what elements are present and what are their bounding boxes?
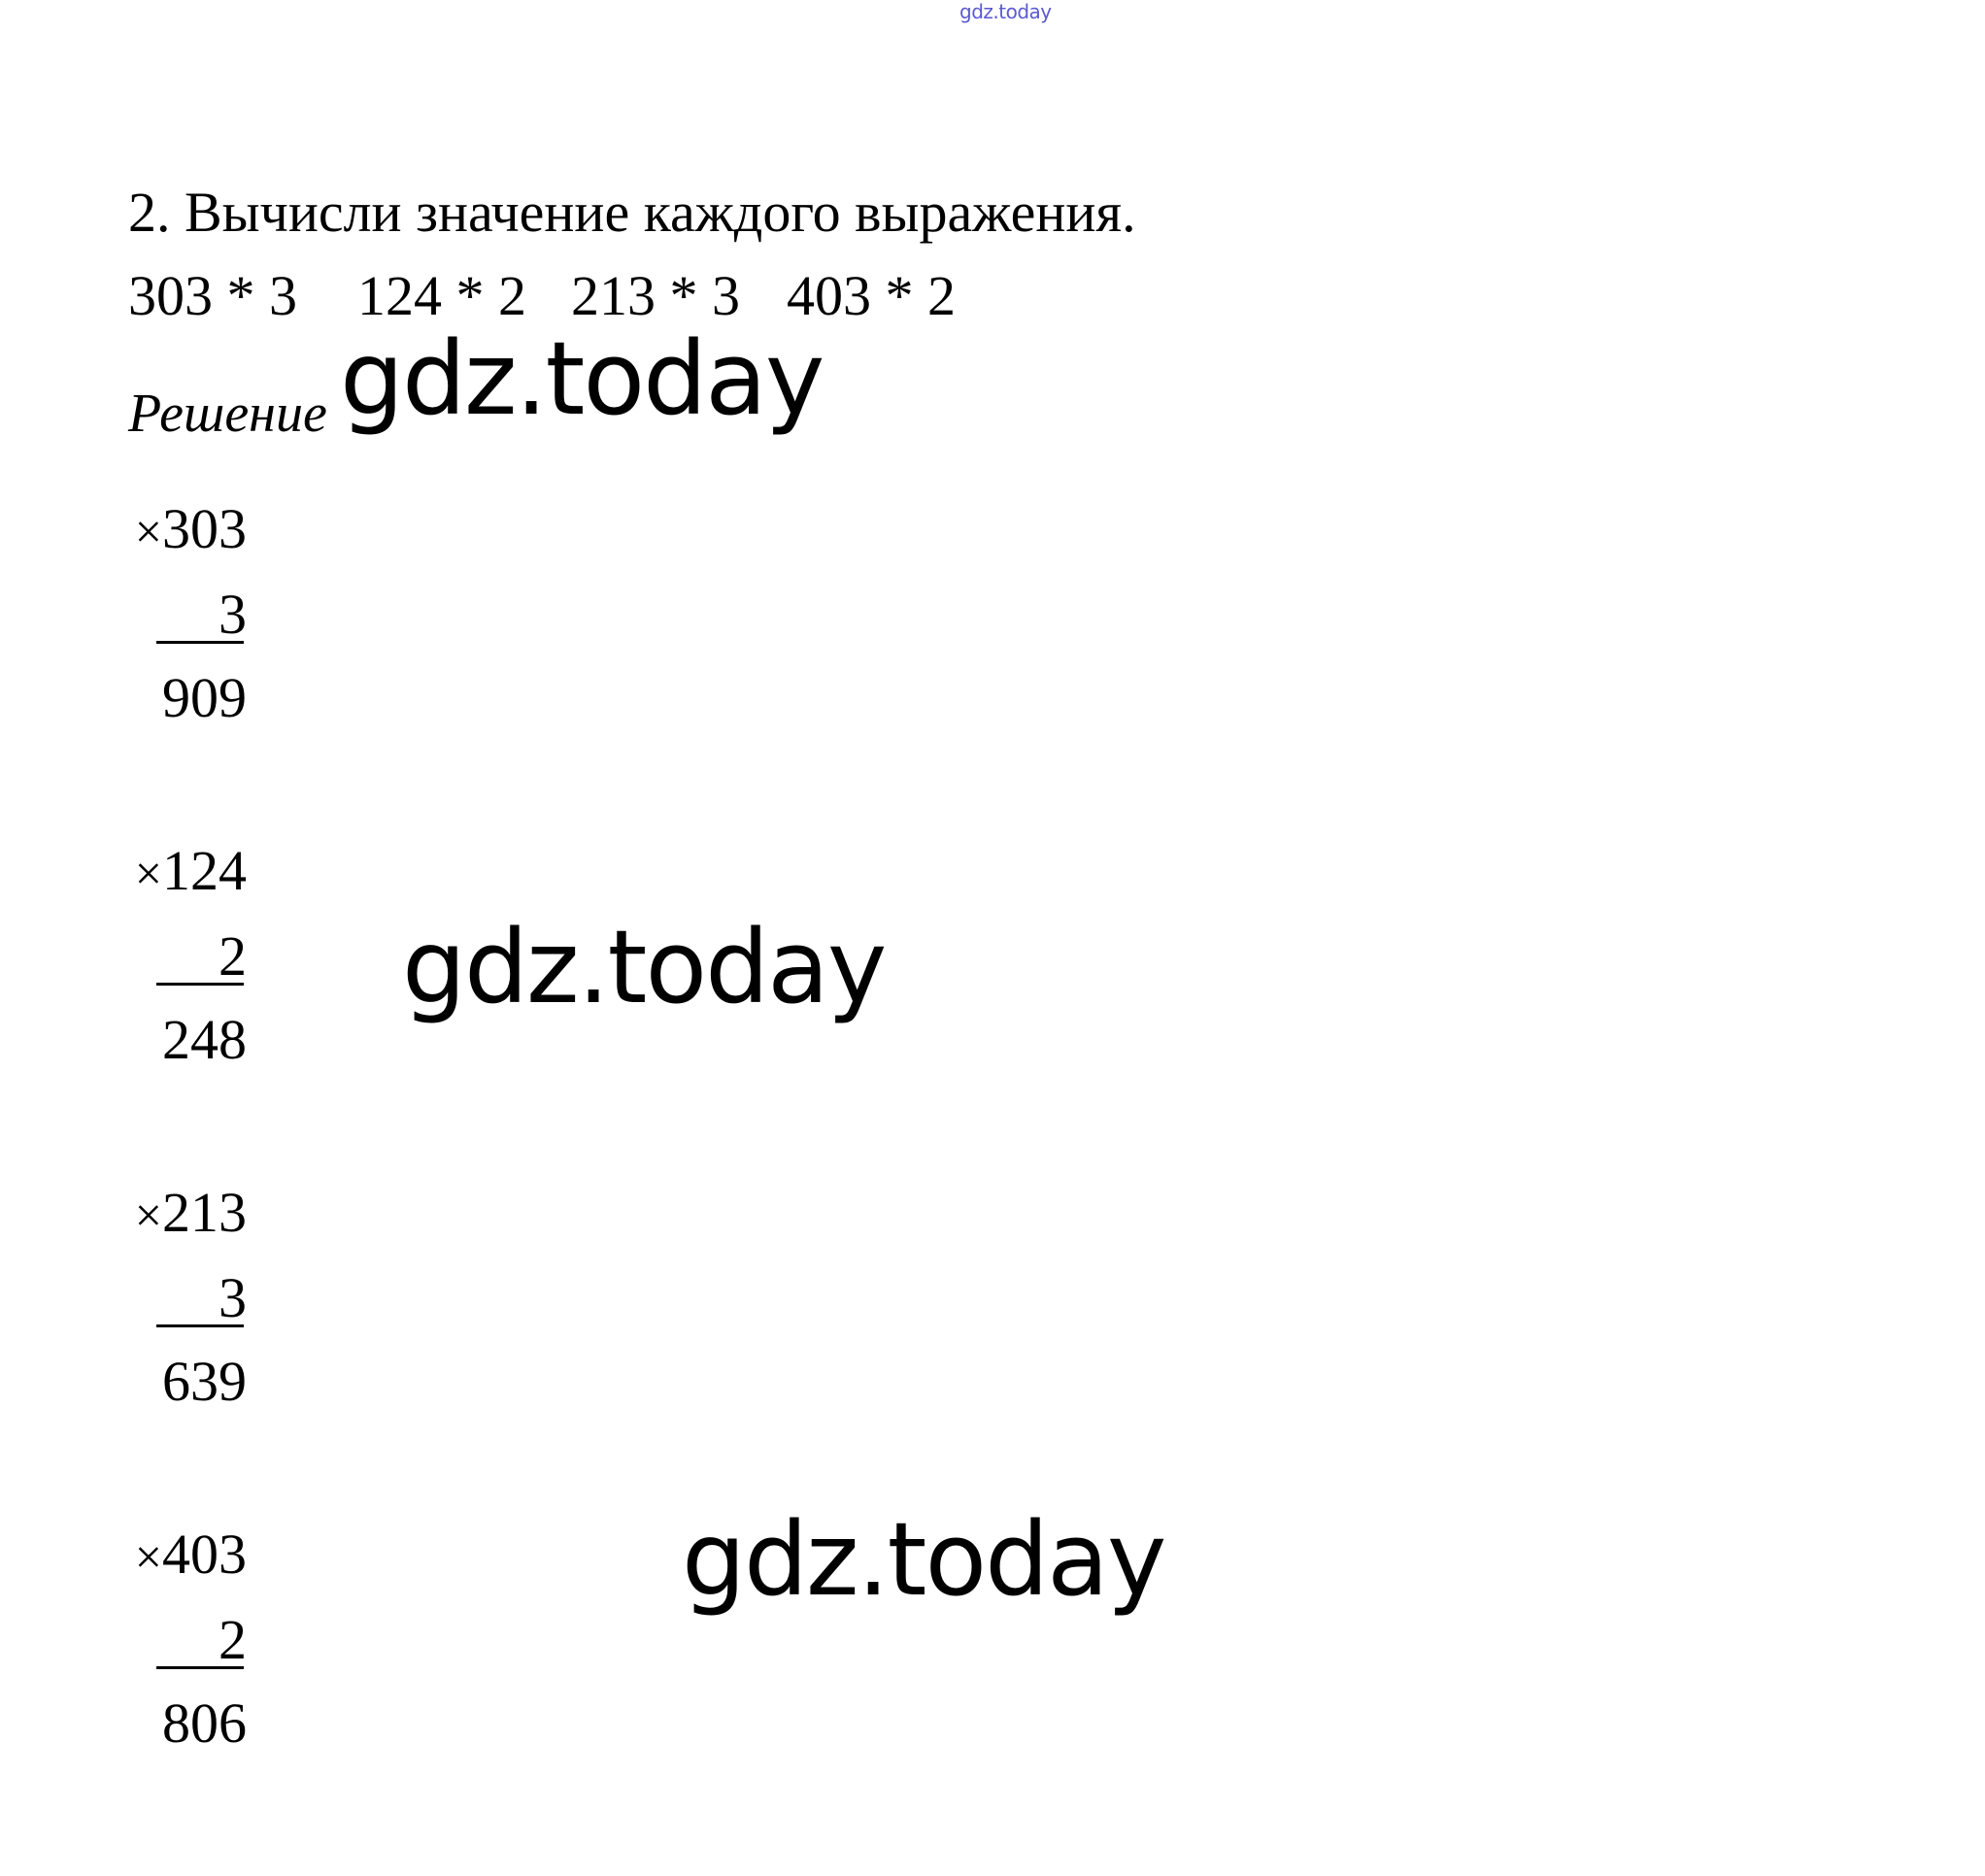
underline [156, 641, 244, 644]
multiplier: 3 [219, 1266, 247, 1329]
expression-1: 303 * 3 [128, 264, 297, 327]
multiply-sign: × [134, 1529, 162, 1584]
multiply-sign: × [134, 846, 162, 900]
multiplicand: 303 [162, 497, 247, 560]
multiplier: 3 [219, 583, 247, 646]
product: 639 [162, 1350, 247, 1413]
multiply-sign: × [134, 504, 162, 558]
multiplier: 2 [219, 1608, 247, 1671]
product: 806 [162, 1692, 247, 1755]
product: 248 [162, 1008, 247, 1071]
multiplier: 2 [219, 924, 247, 988]
product: 909 [162, 666, 247, 729]
multiplicand-row [135, 1523, 247, 1589]
multiplicand: 403 [162, 1523, 247, 1586]
solution-label: Решение [128, 384, 327, 444]
watermark-large: gdz.today [682, 1500, 1165, 1619]
multiplicand-row [135, 1181, 247, 1247]
underline [156, 1666, 244, 1669]
watermark-small: gdz.today [959, 0, 1052, 23]
multiplicand-row [135, 497, 247, 563]
multiplicand: 124 [162, 839, 247, 902]
underline [156, 983, 244, 986]
multiply-sign: × [134, 1188, 162, 1242]
multiplicand: 213 [162, 1181, 247, 1244]
watermark-large: gdz.today [402, 908, 886, 1026]
task-title: 2. Вычисли значение каждого выражения. [128, 181, 1136, 244]
multiplicand-row [135, 839, 247, 905]
expression-3: 213 * 3 [571, 264, 740, 327]
expression-2: 124 * 2 [357, 264, 526, 327]
watermark-large: gdz.today [340, 319, 824, 438]
underline [156, 1324, 244, 1327]
expression-4: 403 * 2 [787, 264, 956, 327]
